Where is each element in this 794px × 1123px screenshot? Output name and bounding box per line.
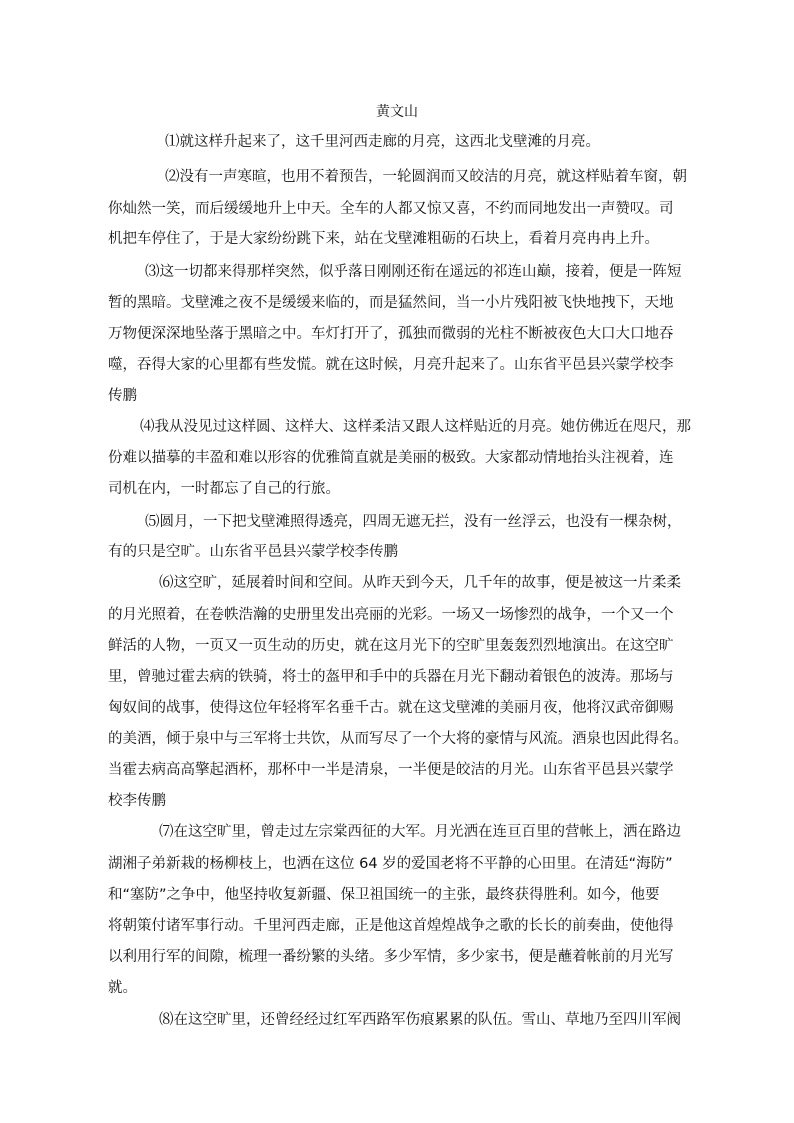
text-line: 的美酒，倾于泉中与三军将士共饮，从而写尽了一个大将的豪情与风流。酒泉也因此得名。 (108, 731, 688, 747)
text-line: ⑺在这空旷里，曾走过左宗棠西征的大军。月光洒在连亘百里的营帐上，洒在路边 (159, 824, 681, 840)
page-title: 黄文山 (376, 104, 418, 120)
text-line: 你灿然一笑，而后缓缓地升上中天。全车的人都又惊又喜，不约而同地发出一声赞叹。司 (108, 201, 674, 217)
text-line: 将朝策付诸军事行动。千里河西走廊，正是他这首煌煌战争之歌的长长的前奏曲，使他得 (108, 918, 674, 934)
text-line: ⑶这一切都来得那样突然，似乎落日刚刚还衔在遥远的祁连山巅，接着，便是一阵短 (145, 264, 682, 280)
text-line: ⑻在这空旷里，还曾经经过红军西路军伤痕累累的队伍。雪山、草地乃至四川军阀 (159, 1012, 681, 1028)
text-line: ⑸圆月，一下把戈壁滩照得透亮，四周无遮无拦，没有一丝浮云，也没有一棵杂树， (145, 514, 682, 530)
text-line: 就。 (108, 980, 137, 996)
text-line: 里，曾驰过霍去病的铁骑，将士的盔甲和手中的兵器在月光下翻动着银色的波涛。那场与 (108, 669, 674, 685)
text-line: 传鹏 (108, 388, 137, 404)
text-line: 万物便深深地坠落于黑暗之中。车灯打开了，孤独而微弱的光柱不断被夜色大口大口地吞 (108, 326, 674, 342)
text-line: ⑴就这样升起来了，这千里河西走廊的月亮，这西北戈壁滩的月亮。 (165, 134, 600, 150)
text-line: 暂的黑暗。戈壁滩之夜不是缓缓来临的，而是猛然间，当一小片残阳被飞快地拽下，天地 (108, 295, 674, 311)
text-line: 份难以描摹的丰盈和难以形容的优雅简直就是美丽的极致。大家都动情地抬头注视着，连 (108, 450, 674, 466)
text-line: 噬，吞得大家的心里都有些发慌。就在这时候，月亮升起来了。山东省平邑县兴蒙学校李 (108, 357, 674, 373)
text-line: ⑵没有一声寒暄，也用不着预告，一轮圆润而又皎洁的月亮，就这样贴着车窗，朝 (165, 169, 687, 185)
text-line: 和“塞防”之争中，他坚持收复新疆、保卫祖国统一的主张，最终获得胜利。如今，他要 (108, 887, 660, 903)
text-line: 的月光照着，在卷帙浩瀚的史册里发出亮丽的光彩。一场又一场惨烈的战争，一个又一个 (108, 607, 674, 623)
text-line: 以利用行军的间隙，梳理一番纷繁的头绪。多少军情，多少家书，便是蘸着帐前的月光写 (108, 949, 674, 965)
text-line: ⑹这空旷，延展着时间和空间。从昨天到今天，几千年的故事，便是被这一片柔柔 (159, 575, 681, 591)
text-line: 当霍去病高高擎起酒杯，那杯中一半是清泉，一半便是皎洁的月光。山东省平邑县兴蒙学 (108, 762, 674, 778)
text-line: 匈奴间的战事，使得这位年轻将军名垂千古。就在这戈壁滩的美丽月夜，他将汉武帝御赐 (108, 700, 674, 716)
text-line: 有的只是空旷。山东省平邑县兴蒙学校李传鹏 (108, 544, 398, 560)
text-line: 机把车停住了，于是大家纷纷跳下来，站在戈壁滩粗砺的石块上，看着月亮冉冉上升。 (108, 231, 659, 247)
text-line: 湖湘子弟新栽的杨柳枝上，也洒在这位 64 岁的爱国老将不平静的心田里。在清廷“海防” (108, 856, 673, 872)
text-line: ⑷我从没见过这样圆、这样大、这样柔洁又跟人这样贴近的月亮。她仿佛近在咫尺，那 (140, 419, 691, 435)
text-line: 校李传鹏 (108, 793, 166, 809)
text-line: 鲜活的人物，一页又一页生动的历史，就在这月光下的空旷里轰轰烈烈地演出。在这空旷 (108, 638, 674, 654)
text-line: 司机在内，一时都忘了自己的行旅。 (108, 481, 340, 497)
